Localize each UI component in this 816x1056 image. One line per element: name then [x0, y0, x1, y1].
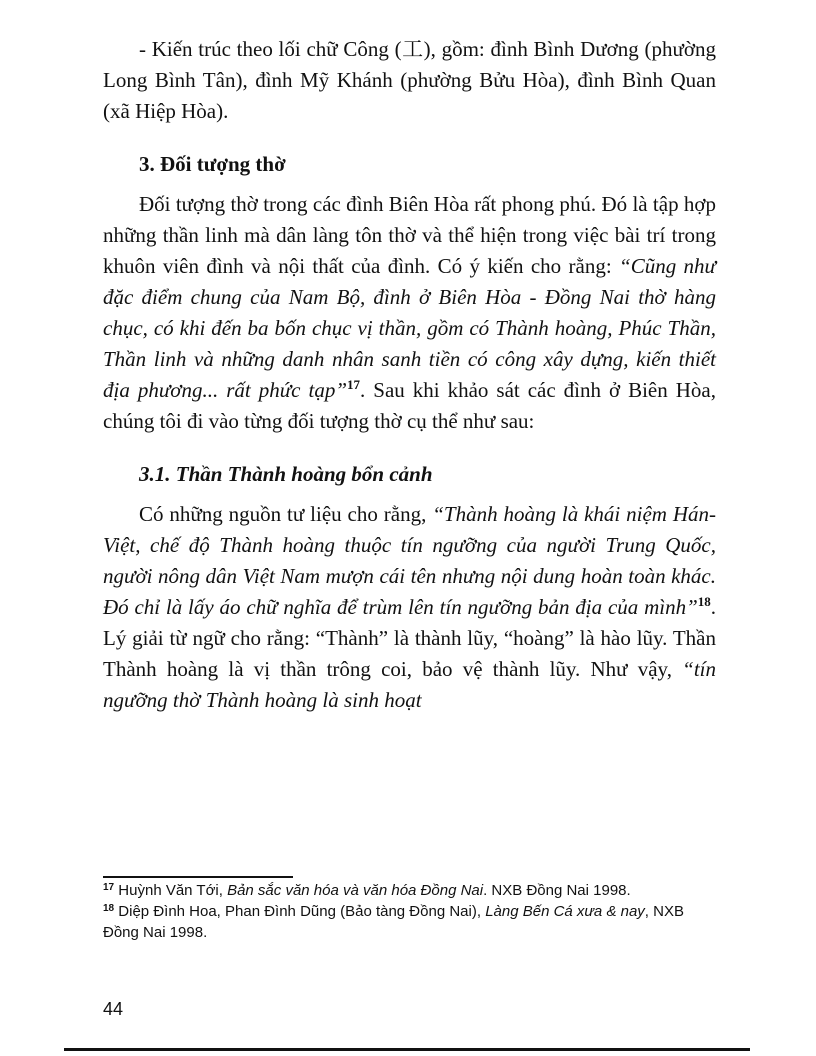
footnote-title: Bản sắc văn hóa và văn hóa Đồng Nai — [227, 882, 484, 899]
quote-text: “tín ngưỡng thờ Thành hoàng là sinh hoạt — [103, 657, 716, 712]
section-heading-3-1: 3.1. Thần Thành hoàng bổn cảnh — [139, 462, 433, 486]
quote-text: “Cũng như đặc điểm chung của Nam Bộ, đình ở Biên Hòa - Đồng Nai thờ hàng chục, có khi đến ba bốn chục vị thần, gồm có Thành hoàng, Phúc Thần, Thần linh và những danh nhân sanh tiền có công xây dựng, kiến thiết địa phương... rất phức tạp” — [103, 254, 717, 402]
footnotes — [103, 880, 716, 943]
footnote-ref-17[interactable]: 17 — [347, 377, 361, 392]
paragraph-thanh-hoang — [103, 499, 716, 716]
paragraph-text: . Sau khi khảo sát các đình ở Biên Hòa, chúng tôi đi vào từng đối tượng thờ cụ thể như sau: — [103, 378, 716, 433]
paragraph-worship-objects — [103, 189, 716, 437]
footnote-text: Diệp Đình Hoa, Phan Đình Dũng (Bảo tàng Đồng Nai), — [118, 903, 486, 920]
paragraph-architecture: - Kiến trúc theo lối chữ Công (工), gồm: đình Bình Dương (phường Long Bình Tân), đình Mỹ Khánh (phường Bửu Hòa), đình Bình Quan (xã Hiệp Hòa). — [103, 37, 716, 123]
footnote-title: Làng Bến Cá xưa & nay — [485, 903, 645, 920]
page-body — [103, 34, 716, 716]
paragraph-text: Đối tượng thờ trong các đình Biên Hòa rất phong phú. Đó là tập hợp những thần linh mà dân làng tôn thờ và thể hiện trong việc bài trí trong khuôn viên đình và nội thất của đình. Có ý kiến cho rằng: — [103, 192, 716, 278]
footnote-number: 18 — [103, 903, 115, 914]
page-number: 44 — [103, 999, 124, 1019]
footnote-text: Huỳnh Văn Tới, — [118, 882, 228, 899]
footnote-18 — [103, 901, 716, 943]
paragraph-text: Có những nguồn tư liệu cho rằng, — [139, 502, 433, 526]
footnote-text: , NXB Đồng Nai 1998. — [103, 903, 684, 941]
footnote-divider — [103, 876, 293, 878]
bottom-divider — [64, 1048, 750, 1051]
paragraph-text: . Lý giải từ ngữ cho rằng: “Thành” là thành lũy, “hoàng” là hào lũy. Thần Thành hoàng là vị thần trông coi, bảo vệ thành lũy. Như vậy, — [103, 595, 716, 681]
footnote-ref-18[interactable]: 18 — [697, 594, 711, 609]
footnote-text: . NXB Đồng Nai 1998. — [483, 882, 631, 899]
footnote-17 — [103, 880, 716, 901]
quote-text: “Thành hoàng là khái niệm Hán-Việt, chế độ Thành hoàng thuộc tín ngưỡng của người Trung Quốc, người nông dân Việt Nam mượn cái tên nhưng nội dung hoàn toàn khác. Đó chỉ là lấy áo chữ nghĩa để trùm lên tín ngưỡng bản địa của mình” — [103, 502, 716, 619]
section-heading-3: 3. Đối tượng thờ — [139, 152, 286, 176]
footnote-number: 17 — [103, 882, 115, 893]
